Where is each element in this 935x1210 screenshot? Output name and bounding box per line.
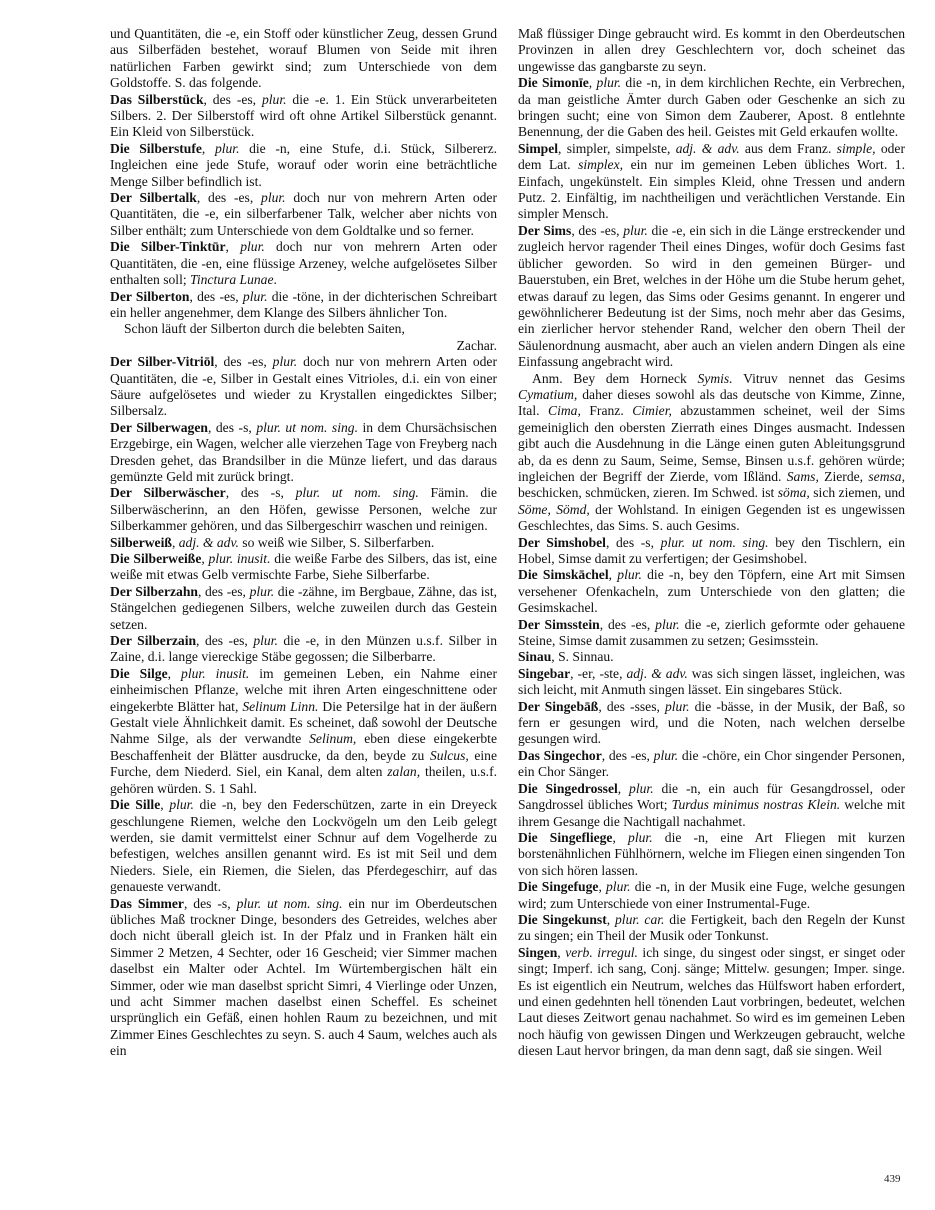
dictionary-entry <box>518 649 905 665</box>
entry-text: , -er, -ste, <box>570 665 627 681</box>
headword: Der Sims <box>518 222 572 238</box>
page-number: 439 <box>884 1173 901 1185</box>
entry-text: , <box>606 911 615 927</box>
headword: Der Silber-Vitriōl <box>110 354 215 370</box>
italic-term: plur. <box>261 91 287 107</box>
entry-text: Zachar. <box>456 337 497 353</box>
entry-text: in dem Chursächsischen Erzgebirge, ein Wagen, welcher alle vierzehen Tage von Freyberg nach Dresden gehet, das Brandsilber in die Münze liefert, und das daraus gemünzte Geld mit zurück bringt. <box>110 419 497 484</box>
italic-term: plur. <box>169 797 194 813</box>
headword: Die Singefliege <box>518 829 613 845</box>
italic-term: Sams, <box>786 468 819 484</box>
headword: Der Silberwagen <box>110 419 208 435</box>
entry-text: die Fertigkeit, bach den Regeln der Kunst zu singen; ein Theil der Musik oder Tonkunst. <box>518 911 905 944</box>
entry-text: , <box>612 829 629 845</box>
entry-text: sich ziemen, und <box>809 485 905 501</box>
headword: Die Simonīe <box>518 75 589 91</box>
dictionary-entry <box>518 912 905 945</box>
dictionary-entry <box>110 239 497 288</box>
italic-term: simple, <box>836 140 876 156</box>
italic-term: plur. <box>606 879 631 895</box>
entry-text: der Wohlstand. In einigen Gegenden ist es ungewissen Geschlechtes, das Sims. S. auch Gesims. <box>518 501 905 534</box>
entry-text: die -e, zierlich geformte oder gehauene Steine, Simse damit zusammen zu setzen; Gesimsstein. <box>518 616 905 649</box>
headword: Die Singekunst <box>518 911 607 927</box>
italic-term: Symis. <box>697 370 733 386</box>
dictionary-entry <box>518 879 905 912</box>
entry-text: , des -es, <box>196 190 262 206</box>
italic-term: plur. <box>214 140 240 156</box>
italic-term: Turdus minimus nostras Klein. <box>671 797 841 813</box>
headword: Die Sille <box>110 797 161 813</box>
entry-text: , <box>608 567 618 583</box>
dictionary-entry <box>110 92 497 141</box>
entry-text: , des -es, <box>203 91 262 107</box>
entry-text: die -e. 1. Ein Stück unverarbeiteten Silbers. 2. Der Silberstoff wird oft ohne Artikel Silberstück genannt. Ein Kleid von Silberstück. <box>110 91 498 140</box>
entry-text: , <box>225 239 241 255</box>
headword: Sinau <box>518 649 552 665</box>
entry-text: Anm. Bey dem Horneck <box>532 370 698 386</box>
italic-term: plur. ut nom. sing. <box>295 485 419 501</box>
headword: Die Silber-Tinktūr <box>110 239 226 255</box>
entry-text: beschicken, schmücken, zieren. Im Schwed. ist <box>518 485 778 501</box>
dictionary-entry <box>110 354 497 420</box>
dictionary-entry <box>518 830 905 879</box>
italic-term: plur. inusit. <box>181 665 250 681</box>
entry-text: welche mit ihrem Gesange die Nachtigall nachahmet. <box>518 797 905 829</box>
entry-text: die -e, ein sich in die Länge erstreckender und zugleich hervor ragender Theil eines Dinges, wofür doch Gesims fast üblicher geworden. So wird in den gemeinen Bürger- und Bauerstuben, ein Bret, welches in der Höhe um die Stube herum gehet, etwas darauf zu legen, das Sims oder Gesims genannt. In engerer und gewöhnlicherer Bedeutung ist der Sims, noch mehr aber das Gesims, ein zierlicher hervor stehender Rand, welcher den obern Theil der Säulenordnung ausmacht, aber auch an vielen andern Dingen als eine Einfassung angebracht wird. <box>518 222 905 370</box>
entry-text: die -e, in den Münzen u.s.f. Silber in Zaine, d.i. lange viereckige Stäbe gegossen; die Silberbarre. <box>110 633 497 665</box>
italic-term: adj. & adv. <box>675 140 740 156</box>
entry-text: die -n, in der Musik eine Fuge, welche gesungen wird; zum Unterschiede von einer Instrumental-Fuge. <box>518 879 906 911</box>
entry-text: die -zähne, im Bergbaue, Zähne, das ist, Stängelchen gediegenen Silbers, welche zuweilen durch das Gestein setzen. <box>110 583 497 632</box>
entry-text: . <box>273 272 277 288</box>
entry-text: , <box>598 879 606 895</box>
italic-term: plur. <box>629 780 654 796</box>
entry-text: , des -es, <box>571 222 624 238</box>
dictionary-entry <box>518 75 905 141</box>
headword: Die Silge <box>110 665 168 681</box>
entry-text: die -n, eine Art Fliegen mit kurzen borstenähnlichen Fühlhörnern, welche im Fliegen einen singenden Ton von sich hören lassen. <box>518 829 905 878</box>
entry-text: und Quantitäten, die -e, ein Stoff oder künstlicher Zeug, dessen Grund aus Silberfäden bestehet, worauf Blumen von Seide mit ihren natürlichen Farben gewirkt sind; zum Unterschiede von dem Goldstoffe. S. das folgende. <box>110 26 497 91</box>
dictionary-entry <box>110 338 497 354</box>
italic-term: Söme, Sömd, <box>518 501 590 517</box>
entry-text: , simpler, simpelste, <box>558 140 676 156</box>
dictionary-entry <box>518 699 905 748</box>
entry-text: ich singe, du singest oder singst, er singet oder singt; Imperf. ich sang, Conj. sänge; Mittelw. gesungen; Imper. singe. Es ist eigentlich ein Neutrum, welches das Hülfswort haben erfordert, und einen gedehnten hell tönenden Laut vorbringen, bedeutet, welchen Laut dieses Zeitwort genau nachahmet. So wird es im gemeinen Leben noch häufig von gewissen Dingen und Werkzeugen gebraucht, welche diesen Laut hervor bringen, da man denn sagt, daß sie singen. Weil <box>518 944 905 1059</box>
dictionary-entry <box>110 141 497 190</box>
dictionary-entry <box>110 633 497 666</box>
headword: Die Singefuge <box>518 879 599 895</box>
headword: Das Simmer <box>110 895 184 911</box>
italic-term: söma, <box>777 485 810 501</box>
entry-text: Fämin. die Silberwäscherinn, an den Höfen, gewisse Personen, welche zur Silberkammer gehören, und das Silbergeschirr waschen und reinigen. <box>110 485 498 534</box>
dictionary-entry <box>110 26 497 92</box>
italic-term: adj. & adv. <box>178 534 239 550</box>
entry-text: Schon läuft der Silberton durch die belebten Saiten, <box>124 321 405 337</box>
italic-term: Cimier, <box>632 403 672 419</box>
dictionary-entry <box>110 321 497 337</box>
italic-term: adj. & adv. <box>626 665 688 681</box>
italic-term: zalan, <box>387 764 421 780</box>
dictionary-entry <box>518 666 905 699</box>
entry-text: Die Petersilge hat in der äußern Gestalt viele Ähnlichkeit damit. Es scheinet, daß sowohl der Deutsche Nahme Silge, als der verwandte <box>110 698 497 747</box>
entry-text: , <box>167 665 182 681</box>
italic-term: simplex, <box>578 157 624 173</box>
italic-term: Selinum, <box>309 731 357 747</box>
entry-text: die -chöre, ein Chor singender Personen, ein Chor Sänger. <box>518 747 905 780</box>
entry-text: , des -es, <box>599 616 656 632</box>
italic-term: Cima, <box>548 403 581 419</box>
italic-term: semsa, <box>868 468 906 484</box>
headword: Die Silberstufe <box>110 140 202 156</box>
entry-text: , des -es, <box>601 747 654 763</box>
headword: Simpel <box>518 140 559 156</box>
entry-text: , <box>171 534 179 550</box>
headword: Der Silberwäscher <box>110 485 226 501</box>
italic-term: plur. <box>653 747 679 763</box>
right-column <box>518 26 905 1060</box>
entry-text: daher dieses sowohl als das deutsche von Kimme, Zinne, Ital. <box>518 386 905 419</box>
entry-text: , <box>588 75 597 91</box>
dictionary-entry <box>518 617 905 650</box>
italic-term: plur. ut nom. sing. <box>256 419 358 435</box>
entry-text: doch nur von mehrern Arten oder Quantitäten, die -e, Silber in Gestalt eines Vitrioles, d.i. ein von einer Säure aufgelösetes und wieder zu Krystallen eingedicktes Silber; Silbersalz. <box>110 354 497 419</box>
dictionary-entry <box>110 485 497 534</box>
italic-term: plur. <box>249 583 275 599</box>
dictionary-entry <box>110 551 497 584</box>
entry-text: doch nur von mehrern Arten oder Quantitäten, die -en, eine flüssige Arzeney, welche aufgelösetes Silber enthalten soll; <box>110 239 497 288</box>
italic-term: plur. <box>242 288 268 304</box>
entry-text: die -n, in dem kirchlichen Rechte, ein Verbrechen, da man geistliche Ämter durch Gaben oder Geschenke an sich zu bringen sucht; eine von Simon dem Zauberer, Apost. 8 entlehnte Benennung, der die Gaben des heil. Geistes mit Geld erkaufen wollte. <box>518 75 905 140</box>
entry-text: , S. Sinnau. <box>551 649 614 665</box>
italic-term: plur. car. <box>615 911 665 927</box>
entry-text: aus dem Franz. <box>739 140 837 156</box>
entry-text: , des -s, <box>207 419 257 435</box>
dictionary-entry <box>518 535 905 568</box>
headword: Der Silberton <box>110 288 190 304</box>
italic-term: plur. ut nom. sing. <box>236 895 343 911</box>
entry-text: , des -s, <box>225 485 296 501</box>
dictionary-entry <box>110 666 497 797</box>
headword: Die Simskāchel <box>518 567 609 583</box>
headword: Der Simshobel <box>518 534 606 550</box>
dictionary-entry <box>110 797 497 895</box>
italic-term: Tinctura Lunae <box>190 272 274 288</box>
italic-term: verb. irregul. <box>565 944 638 960</box>
dictionary-entry <box>518 26 905 75</box>
dictionary-entry <box>110 190 497 239</box>
italic-term: plur. <box>655 616 680 632</box>
entry-text: die weiße Farbe des Silbers, das ist, eine weiße mit etwas Gelb vermischte Farbe, Siehe Silberfarbe. <box>110 551 497 583</box>
headword: Die Singedrossel <box>518 780 618 796</box>
entry-text: , <box>201 140 215 156</box>
headword: Der Simsstein <box>518 616 600 632</box>
dictionary-entry <box>110 584 497 633</box>
headword: Das Silberstück <box>110 91 204 107</box>
entry-text: Zierde, <box>818 468 869 484</box>
headword: Der Silberzahn <box>110 583 198 599</box>
entry-text: , des -s, <box>605 534 661 550</box>
dictionary-entry <box>518 748 905 781</box>
italic-term: Cymatium, <box>518 386 578 402</box>
italic-term: plur. ut nom. sing. <box>660 534 769 550</box>
entry-text: bey den Tischlern, ein Hobel, Simse damit zu verfertigen; der Gesimshobel. <box>518 534 905 566</box>
entry-text: die -n, ein auch für Gesangdrossel, oder Sangdrossel übliches Wort; <box>518 780 905 813</box>
italic-term: plur. <box>253 633 278 649</box>
entry-text: theilen, u.s.f. gehören würden. S. 1 Sahl. <box>110 764 497 796</box>
italic-term: plur. <box>617 567 642 583</box>
italic-term: plur. <box>664 698 690 714</box>
italic-term: Selinum Linn. <box>242 698 319 714</box>
headword: Der Singebāß <box>518 698 599 714</box>
entry-text: eine Furche, dem Niederd. Siel, ein Kanal, dem alten <box>110 747 497 780</box>
entry-text: ein nur im gemeinen Leben übliches Wort. 1. Einfach, ungekünstelt. Ein simples Kleid, ohne Tressen und andern Putz. 2. Einfältig, im nachtheiligen und verächtlichen Verstande. Ein simpler Mensch. <box>518 157 905 222</box>
entry-text: die -n, bey den Töpfern, eine Art mit Simsen versehener Ofenkacheln, zum Unterschiede von den glatten; die Gesimskachel. <box>518 567 905 616</box>
italic-term: plur. <box>240 239 265 255</box>
entry-text: abzustammen scheinet, weil der Sims gemeiniglich den obersten Zierrath eines Dinges ausmacht. Indessen gibt auch die Ausdehnung in die Länge einen guten Ableitungsgrund ab, da es denn zu Saum, Seime, Semse, Binsen u.s.f. gehören würde; ingleichen der Begriff der Zierde, vom Ißländ. <box>518 403 905 484</box>
headword: Singebar <box>518 665 571 681</box>
entry-text: , <box>557 944 566 960</box>
entry-text: doch nur von mehrern Arten oder Quantitäten, die -e, ein silberfarbener Talk, welcher aber nichts von Silber enthält; zum Unterschiede von dem Goldtalke und so ferner. <box>110 190 497 238</box>
entry-text: was sich singen lässet, ingleichen, was sich leicht, mit Anmuth singen lässet. Ein singebares Stück. <box>518 665 906 698</box>
entry-text: die -n, eine Stufe, d.i. Stück, Silbererz. Ingleichen eine jede Stufe, worauf oder worin eine beträchtliche Menge Silber befindlich ist. <box>110 140 497 189</box>
entry-text: die -töne, in der dichterischen Schreibart ein heller angenehmer, dem Klange des Silbers ähnlicher Ton. <box>110 288 497 320</box>
entry-text: eben diese eingekerbte Beschaffenheit der Blätter ausdrucke, da den, beyde zu <box>110 731 497 763</box>
dictionary-entry <box>110 896 497 1060</box>
italic-term: plur. <box>628 829 653 845</box>
entry-text: die -n, bey den Federschützen, zarte in ein Dreyeck geschlungene Riemen, welche den Lockvögeln um den Leib gelegt werden, sie damit vermittelst einer Schnur auf dem Vogelherde zu befestigen, welches ansillen genannt wird. Es ist mit Seil und dem Nieders. Siele, ein Riemen, die Sielen, das Pferdegeschirr, auf das genaueste verwandt. <box>110 797 498 895</box>
dictionary-entry <box>518 781 905 830</box>
left-column <box>110 26 497 1060</box>
dictionary-entry <box>518 567 905 616</box>
entry-text: , <box>160 797 170 813</box>
entry-text: , des -es, <box>197 583 250 599</box>
headword: Das Singechor <box>518 747 602 763</box>
dictionary-entry <box>518 371 905 535</box>
dictionary-entry <box>110 535 497 551</box>
entry-text: ein nur im Oberdeutschen übliches Maß trockner Dinge, besonders des Getreides, welches aber doch nicht überall gleich ist. In der Pfalz und in Franken hält ein Simmer 2 Metzen, 4 Sechter, oder 16 Gescheid; vier Simmer machen daselbst ein Malter oder Achtel. Im Würtembergischen hält ein Simmer, oder wie man daselbst spricht Simri, 4 Vierlinge oder Unzen, und acht Simmer machen daselbst einen Scheffel. Es scheinet ursprünglich ein Gefäß, einen hohlen Raum zu bezeichnen, und mit Zimmer Eines Geschlechtes zu seyn. S. auch 4 Saum, welches auch als ein <box>110 895 497 1059</box>
headword: Der Silberzain <box>110 633 197 649</box>
entry-text: , <box>617 780 630 796</box>
headword: Singen <box>518 944 558 960</box>
dictionary-entry <box>518 945 905 1060</box>
entry-text: , des -sses, <box>598 698 665 714</box>
italic-term: plur. <box>596 75 622 91</box>
entry-text: oder dem Lat. <box>518 140 905 173</box>
entry-text: , <box>201 551 209 566</box>
dictionary-entry <box>518 141 905 223</box>
italic-term: plur. <box>272 354 298 370</box>
dictionary-entry <box>110 420 497 486</box>
entry-text: im gemeinen Leben, ein Nahme einer einheimischen Pflanze, welche mit ihren Arten eingeschnittene oder eingekerbte Blätter hat, <box>110 665 497 714</box>
headword: Silberweiß <box>110 534 172 550</box>
dictionary-entry <box>110 289 497 322</box>
italic-term: Sulcus, <box>429 747 469 763</box>
entry-text: Maß flüssiger Dinge gebraucht wird. Es kommt in den Oberdeutschen Provinzen in allen drey Geschlechtern vor, doch scheinet das ungewisse das gangbarste zu seyn. <box>518 26 905 74</box>
entry-text: , des -es, <box>196 633 254 649</box>
italic-term: plur. inusit. <box>208 551 271 566</box>
italic-term: plur. <box>261 190 286 206</box>
entry-text: , des -s, <box>183 895 237 911</box>
entry-text: die -bässe, in der Musik, der Baß, so fern er gesungen wird, und die Noten, nach welchen derselbe gesungen wird. <box>518 698 906 747</box>
entry-text: , des -es, <box>214 354 273 370</box>
entry-text: so weiß wie Silber, S. Silberfarben. <box>238 534 435 550</box>
italic-term: plur. <box>623 222 648 238</box>
headword: Der Silbertalk <box>110 190 197 206</box>
entry-text: , des -es, <box>189 288 243 304</box>
entry-text: Vitruv nennet das Gesims <box>732 370 905 386</box>
entry-text: Franz. <box>580 403 633 419</box>
headword: Die Silberweiße <box>110 551 202 566</box>
dictionary-entry <box>518 223 905 371</box>
